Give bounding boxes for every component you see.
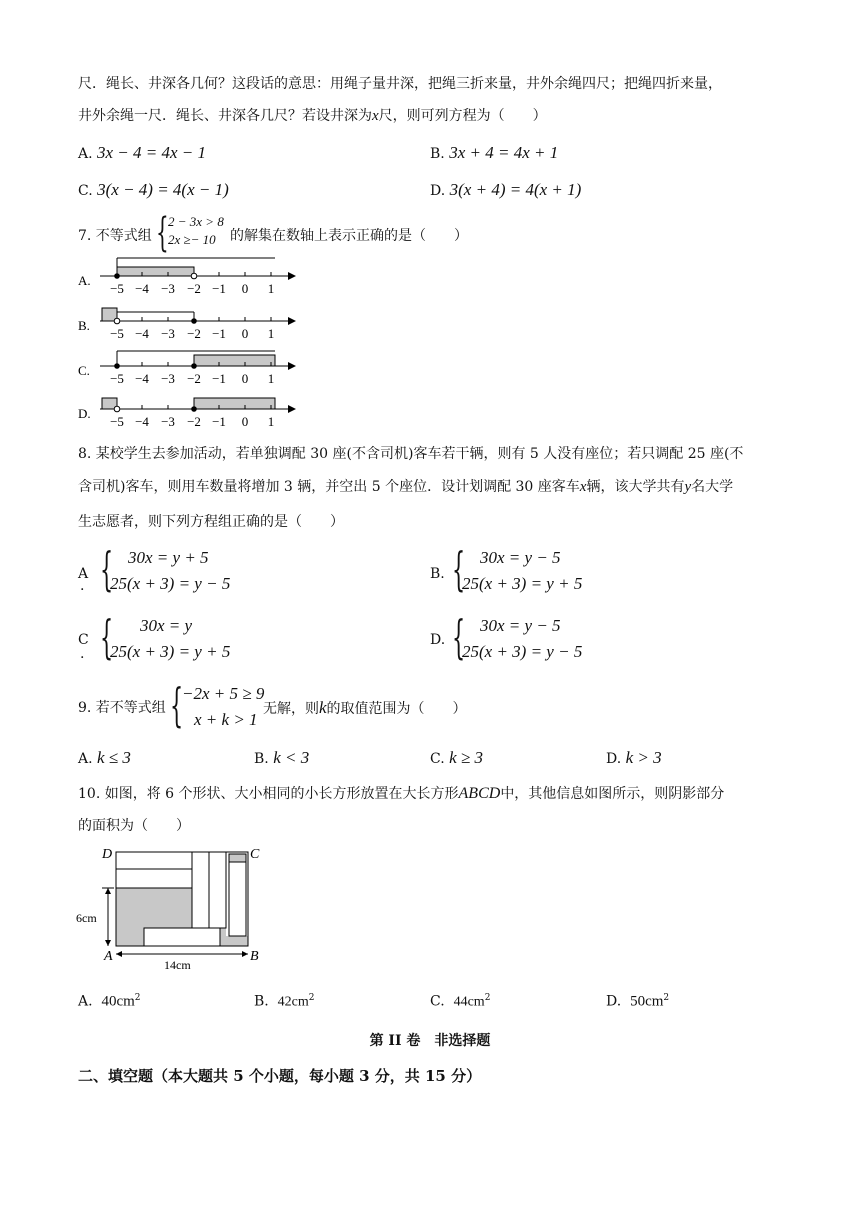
equation-1: 30x = y	[140, 616, 193, 635]
brace: {	[100, 610, 114, 664]
option-label: A.	[78, 273, 91, 288]
equation-2: 25(x + 3) = y + 5	[110, 642, 231, 661]
q7-option-a-numberline[interactable]	[78, 258, 296, 296]
brace: {	[452, 610, 466, 664]
q6-option-c[interactable]: C. 3(x − 4) = 4(x − 1)	[78, 180, 229, 199]
q10-option-d[interactable]: D. $50cm^2$	[606, 993, 670, 1010]
tick-label: −4	[135, 414, 149, 429]
equation-1: 30x = y − 5	[480, 616, 561, 635]
tick-label: −5	[110, 414, 124, 429]
tick-label: 1	[267, 326, 275, 341]
vertex-c: C	[250, 847, 260, 862]
q9-brace: {	[170, 678, 184, 732]
option-label: B.	[78, 318, 90, 333]
q6-line1: 尺．绳长、井深各几何？这段话的意思：用绳子量井深，把绳三折来量，井外余绳四尺；把绳四折来量，	[78, 76, 722, 92]
width-label: 14cm	[164, 958, 191, 972]
section-title: 第 II 卷 非选择题	[369, 1033, 491, 1049]
tick-label: −2	[187, 281, 201, 296]
option-label: C	[78, 632, 89, 648]
q9-option-b[interactable]: B. k < 3	[254, 748, 310, 767]
q7-option-c-numberline[interactable]	[78, 351, 296, 386]
q10-option-a[interactable]: A. $40cm^2$	[78, 993, 141, 1010]
option-dot: .	[80, 646, 85, 662]
q10-option-b[interactable]: B. $42cm^2$	[254, 993, 315, 1010]
tick-label: −2	[187, 326, 201, 341]
q9-option-a[interactable]: A. k ≤ 3	[78, 748, 131, 767]
q7-ineq1: 2 − 3x > 8	[168, 214, 224, 229]
tick-label: −1	[212, 414, 226, 429]
equation-2: 25(x + 3) = y − 5	[110, 574, 231, 593]
vertex-d: D	[102, 847, 113, 862]
tick-label: −3	[161, 326, 175, 341]
q6-line2: 井外余绳一尺．绳长、井深各几尺？若设井深为x尺，则可列方程为（ ）	[78, 108, 547, 124]
tick-label: −4	[135, 281, 149, 296]
q10-figure	[74, 842, 274, 972]
tick-label: 0	[241, 326, 249, 341]
q6-option-a[interactable]: A. 3x − 4 = 4x − 1	[78, 143, 207, 162]
q8-line3: 生志愿者，则下列方程组正确的是（ ）	[78, 514, 344, 530]
q9-stem-prefix: 9. 若不等式组	[78, 700, 166, 716]
q10-line2: 的面积为（ ）	[78, 818, 190, 834]
option-label: B.	[430, 566, 445, 582]
equation-1: 30x = y − 5	[480, 548, 561, 567]
option-label: D.	[430, 632, 446, 648]
tick-label: −1	[212, 326, 226, 341]
tick-label: 1	[267, 371, 275, 386]
q7-stem-prefix: 7. 不等式组	[78, 228, 152, 244]
tick-label: −5	[110, 371, 124, 386]
q9-ineq1: −2x + 5 ≥ 9	[182, 684, 265, 703]
brace: {	[452, 542, 466, 596]
tick-label: 0	[241, 371, 249, 386]
q8-line1: 8. 某校学生去参加活动，若单独调配 30 座(不含司机)客车若干辆，则有 5 人没有座位；若只调配 25 座(不	[78, 446, 744, 462]
option-label: D.	[78, 406, 91, 421]
tick-label: −1	[212, 281, 226, 296]
part2-heading: 二、填空题（本大题共 5 个小题，每小题 3 分，共 15 分）	[78, 1067, 482, 1085]
tick-label: −3	[161, 281, 175, 296]
q9-stem-suffix: 无解，则k的取值范围为（ ）	[263, 698, 467, 717]
q10-line1: 10. 如图，将 6 个形状、大小相同的小长方形放置在大长方形ABCD中，其他信息如图所示，则阴影部分	[78, 785, 725, 802]
q7-ineq2: 2x ≥− 10	[168, 232, 216, 247]
tick-label: −5	[110, 326, 124, 341]
option-dot: .	[80, 578, 85, 594]
tick-label: 0	[241, 414, 249, 429]
q8-line2: 含司机)客车，则用车数量将增加 3 辆，并空出 5 个座位．设计划调配 30 座客车x辆，该大学共有y名大学	[78, 479, 734, 495]
q9-ineq2: x + k > 1	[194, 710, 258, 729]
tick-label: −3	[161, 414, 175, 429]
option-label: C.	[78, 363, 90, 378]
tick-label: 1	[267, 414, 275, 429]
option-label: A	[78, 566, 89, 582]
q6-option-b[interactable]: B. 3x + 4 = 4x + 1	[430, 143, 559, 162]
tick-label: −4	[135, 371, 149, 386]
tick-label: −4	[135, 326, 149, 341]
tick-label: −5	[110, 281, 124, 296]
q9-option-d[interactable]: D. k > 3	[606, 748, 662, 767]
brace: {	[100, 542, 114, 596]
equation-2: 25(x + 3) = y − 5	[462, 642, 583, 661]
tick-label: −3	[161, 371, 175, 386]
equation-1: 30x = y + 5	[128, 548, 209, 567]
vertex-b: B	[250, 949, 259, 964]
tick-label: 1	[267, 281, 275, 296]
height-label: 6cm	[76, 911, 97, 925]
q7-option-d-numberline[interactable]	[78, 398, 296, 429]
tick-label: −1	[212, 371, 226, 386]
q7-number-lines	[70, 255, 310, 430]
q10-option-c[interactable]: C. $44cm^2$	[430, 993, 491, 1010]
tick-label: −2	[187, 371, 201, 386]
q7-option-b-numberline[interactable]	[78, 308, 296, 341]
q7-stem-suffix: 的解集在数轴上表示正确的是（ ）	[230, 228, 468, 244]
q6-option-d[interactable]: D. 3(x + 4) = 4(x + 1)	[430, 180, 582, 199]
q7-brace: {	[156, 210, 169, 256]
q9-option-c[interactable]: C. k ≥ 3	[430, 748, 484, 767]
tick-label: 0	[241, 281, 249, 296]
vertex-a: A	[104, 949, 113, 964]
tick-label: −2	[187, 414, 201, 429]
equation-2: 25(x + 3) = y + 5	[462, 574, 583, 593]
